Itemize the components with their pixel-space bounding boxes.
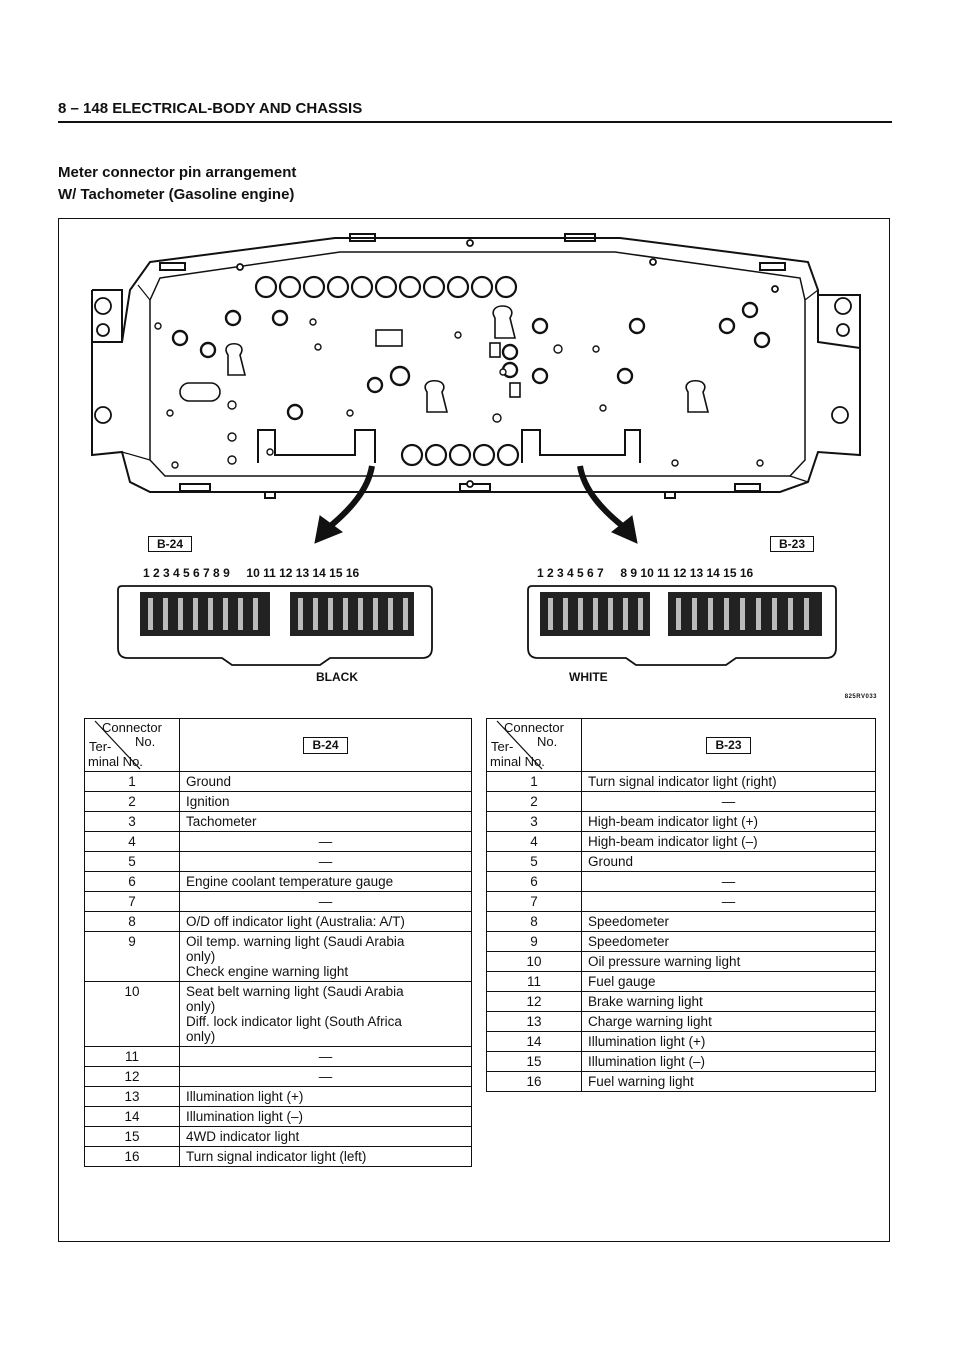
header-minal-text: minal No. xyxy=(88,754,143,769)
terminal-number: 1 xyxy=(85,772,180,792)
header-corner-cell xyxy=(487,719,582,772)
b24-color-label: BLACK xyxy=(316,670,358,684)
table-row xyxy=(487,772,876,792)
b23-pin-numbers: 1 2 3 4 5 6 7 8 9 10 11 12 13 14 15 16 xyxy=(537,566,754,580)
terminal-description: O/D off indicator light (Australia: A/T) xyxy=(180,912,472,932)
terminal-number: 4 xyxy=(85,832,180,852)
table-row xyxy=(487,992,876,1012)
terminal-description: — xyxy=(180,852,472,872)
b24-pin-numbers: 1 2 3 4 5 6 7 8 9 10 11 12 13 14 15 16 xyxy=(143,566,360,580)
terminal-description: — xyxy=(180,892,472,912)
table-row xyxy=(85,1107,472,1127)
terminal-number: 12 xyxy=(487,992,582,1012)
terminal-number: 15 xyxy=(487,1052,582,1072)
table-row xyxy=(487,792,876,812)
terminal-number: 13 xyxy=(85,1087,180,1107)
terminal-number: 10 xyxy=(487,952,582,972)
terminal-number: 6 xyxy=(487,872,582,892)
terminal-number: 14 xyxy=(487,1032,582,1052)
terminal-description: — xyxy=(180,1067,472,1087)
terminal-description: Seat belt warning light (Saudi Arabia only) Diff. lock indicator light (South Africa only) xyxy=(180,982,472,1047)
table-row xyxy=(85,1087,472,1107)
table-row xyxy=(85,792,472,812)
header-no-text: No. xyxy=(135,734,156,749)
terminal-number: 11 xyxy=(85,1047,180,1067)
table-row xyxy=(85,772,472,792)
terminal-description: Turn signal indicator light (left) xyxy=(180,1147,472,1167)
terminal-description: — xyxy=(582,792,876,812)
header-corner-cell xyxy=(85,719,180,772)
terminal-number: 8 xyxy=(85,912,180,932)
terminal-number: 13 xyxy=(487,1012,582,1032)
table-row xyxy=(85,852,472,872)
terminal-number: 8 xyxy=(487,912,582,932)
terminal-number: 7 xyxy=(85,892,180,912)
terminal-number: 3 xyxy=(85,812,180,832)
b23-pin-table xyxy=(486,718,876,1092)
table-row xyxy=(85,1147,472,1167)
table-header-row xyxy=(487,719,876,772)
b23-table-label: B-23 xyxy=(706,737,750,754)
header-connector-text: Connector xyxy=(102,720,162,735)
terminal-description: High-beam indicator light (+) xyxy=(582,812,876,832)
terminal-number: 2 xyxy=(85,792,180,812)
terminal-number: 9 xyxy=(85,932,180,982)
table-row xyxy=(85,982,472,1047)
terminal-description: — xyxy=(582,892,876,912)
table-row xyxy=(487,912,876,932)
table-row xyxy=(487,812,876,832)
table-row xyxy=(487,872,876,892)
terminal-number: 9 xyxy=(487,932,582,952)
header-no-text: No. xyxy=(537,734,558,749)
header-minal-text: minal No. xyxy=(490,754,545,769)
b24-pin-table xyxy=(84,718,472,1167)
terminal-description: Ground xyxy=(582,852,876,872)
table-header-row xyxy=(85,719,472,772)
terminal-description: Illumination light (+) xyxy=(582,1032,876,1052)
terminal-description: Brake warning light xyxy=(582,992,876,1012)
b23-color-label: WHITE xyxy=(569,670,608,684)
table-row xyxy=(487,892,876,912)
terminal-description: — xyxy=(180,832,472,852)
table-row xyxy=(487,952,876,972)
terminal-description: Fuel gauge xyxy=(582,972,876,992)
terminal-description: Oil temp. warning light (Saudi Arabia only) Check engine warning light xyxy=(180,932,472,982)
table-row xyxy=(85,872,472,892)
table-row xyxy=(85,892,472,912)
terminal-number: 5 xyxy=(85,852,180,872)
table-row xyxy=(85,1047,472,1067)
b24-table-label: B-24 xyxy=(303,737,347,754)
table-row xyxy=(85,932,472,982)
table-row xyxy=(487,1072,876,1092)
b24-diagram-label: B-24 xyxy=(148,536,192,552)
terminal-description: Illumination light (+) xyxy=(180,1087,472,1107)
table-row xyxy=(85,1067,472,1087)
table-row xyxy=(85,832,472,852)
table-row xyxy=(85,912,472,932)
figure-id: 825RV033 xyxy=(844,694,877,700)
terminal-number: 1 xyxy=(487,772,582,792)
terminal-number: 4 xyxy=(487,832,582,852)
terminal-number: 10 xyxy=(85,982,180,1047)
page-title: Meter connector pin arrangement xyxy=(58,164,297,181)
b23-diagram-label: B-23 xyxy=(770,536,814,552)
terminal-description: Tachometer xyxy=(180,812,472,832)
terminal-number: 12 xyxy=(85,1067,180,1087)
terminal-description: Illumination light (–) xyxy=(180,1107,472,1127)
terminal-number: 16 xyxy=(85,1147,180,1167)
terminal-number: 2 xyxy=(487,792,582,812)
terminal-description: High-beam indicator light (–) xyxy=(582,832,876,852)
terminal-description: 4WD indicator light xyxy=(180,1127,472,1147)
table-row xyxy=(85,1127,472,1147)
terminal-number: 14 xyxy=(85,1107,180,1127)
terminal-description: Ignition xyxy=(180,792,472,812)
table-row xyxy=(487,852,876,872)
terminal-description: Engine coolant temperature gauge xyxy=(180,872,472,892)
terminal-description: Oil pressure warning light xyxy=(582,952,876,972)
header-connector-text: Connector xyxy=(504,720,564,735)
terminal-description: — xyxy=(180,1047,472,1067)
header-ter-text: Ter- xyxy=(491,739,514,754)
terminal-number: 6 xyxy=(85,872,180,892)
terminal-description: — xyxy=(582,872,876,892)
page-subtitle: W/ Tachometer (Gasoline engine) xyxy=(58,186,295,203)
terminal-description: Speedometer xyxy=(582,912,876,932)
table-row xyxy=(85,812,472,832)
table-row xyxy=(487,1052,876,1072)
terminal-number: 15 xyxy=(85,1127,180,1147)
table-row xyxy=(487,932,876,952)
terminal-number: 3 xyxy=(487,812,582,832)
terminal-number: 16 xyxy=(487,1072,582,1092)
terminal-description: Turn signal indicator light (right) xyxy=(582,772,876,792)
table-row xyxy=(487,832,876,852)
table-row xyxy=(487,972,876,992)
terminal-number: 11 xyxy=(487,972,582,992)
terminal-description: Fuel warning light xyxy=(582,1072,876,1092)
terminal-description: Illumination light (–) xyxy=(582,1052,876,1072)
page-header: 8 – 148 ELECTRICAL-BODY AND CHASSIS xyxy=(58,100,363,117)
terminal-number: 7 xyxy=(487,892,582,912)
terminal-number: 5 xyxy=(487,852,582,872)
terminal-description: Charge warning light xyxy=(582,1012,876,1032)
table-row xyxy=(487,1032,876,1052)
terminal-description: Ground xyxy=(180,772,472,792)
table-row xyxy=(487,1012,876,1032)
terminal-description: Speedometer xyxy=(582,932,876,952)
header-ter-text: Ter- xyxy=(89,739,112,754)
